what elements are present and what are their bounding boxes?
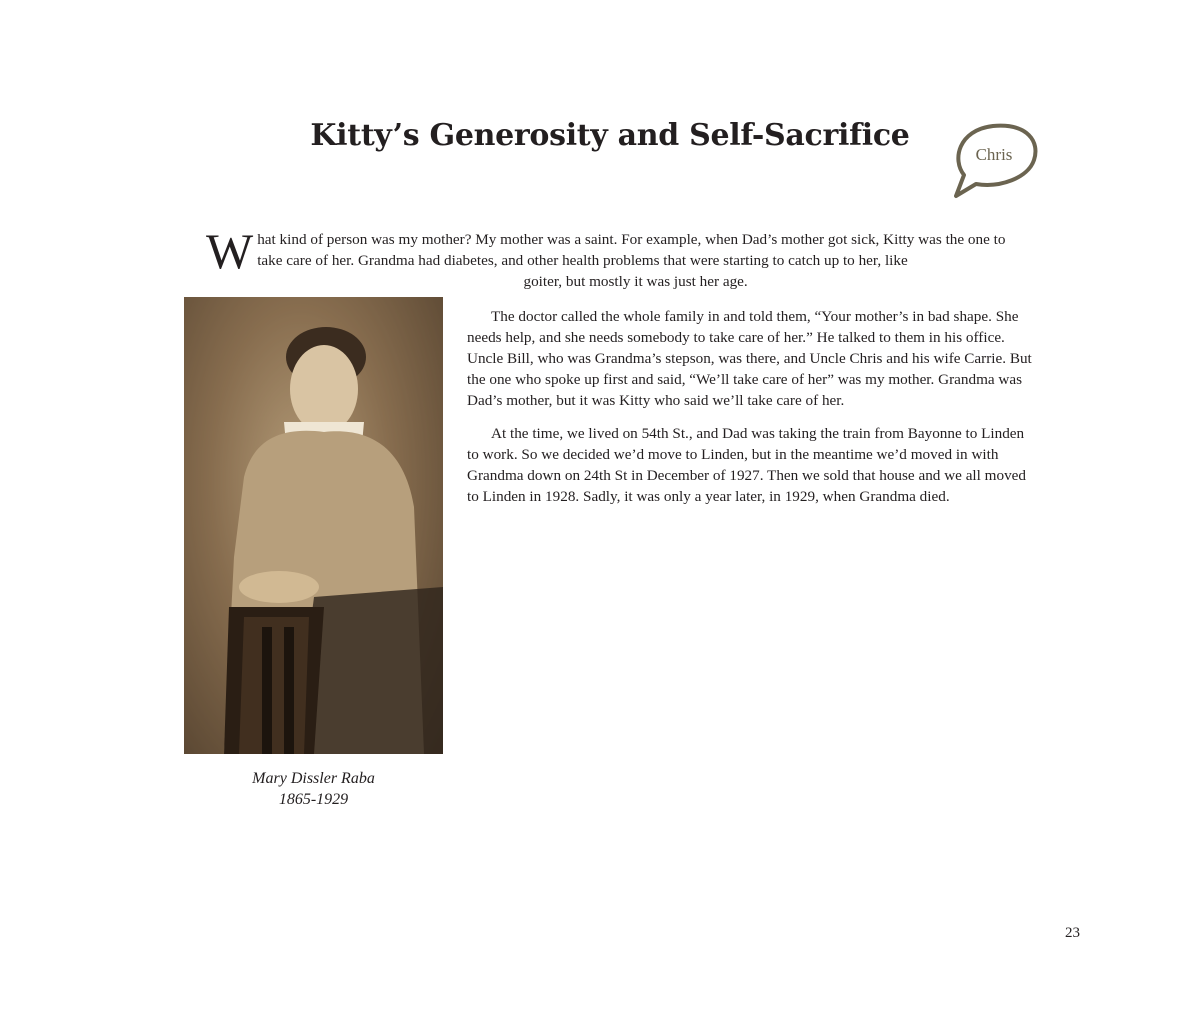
- portrait-illustration: [184, 297, 443, 754]
- portrait-photo: [184, 297, 443, 754]
- body-paragraph: At the time, we lived on 54th St., and Dad was taking the train from Bayonne to Linden to work. So we decided we’d move to Linden, but in the meantime we’d moved in with Grandma down on 24th St in December of 1927. Then we sold that house and we all moved to Linden in 1928. Sadly, it was only a year later, in 1929, when Grandma died.: [467, 425, 1027, 505]
- body-text: [467, 306, 1037, 519]
- drop-cap: W: [206, 223, 254, 279]
- speaker-name: Chris: [975, 145, 1013, 164]
- intro-last-line: goiter, but mostly it was just her age.: [523, 273, 748, 290]
- page-title: Kitty’s Generosity and Self-Sacrifice: [310, 118, 910, 153]
- body-paragraph: The doctor called the whole family in and told them, “Your mother’s in bad shape. She needs help, and she needs somebody to take care of her.” He talked to them in his office. Uncle Bill, who was Grandma’s stepson, was there, and Uncle Chris and his wife Carrie. But the one who spoke up first and said, “We’ll take care of her” was my mother. Grandma was Dad’s mother, but it was Kitty who said we’ll take care of her.: [467, 308, 1032, 409]
- caption-dates: 1865-1929: [278, 791, 349, 808]
- photo-caption: [184, 768, 443, 810]
- caption-name: Mary Dissler Raba: [252, 770, 375, 787]
- intro-text: hat kind of person was my mother? My mother was a saint. For example, when Dad’s mother got sick, Kitty was the one to take care of her. Grandma had diabetes, and other health problems that were starting to catch up to her, like: [257, 231, 1006, 269]
- speaker-bubble: [948, 120, 1043, 205]
- intro-paragraph: [206, 223, 1014, 292]
- page-number: 23: [1065, 925, 1080, 941]
